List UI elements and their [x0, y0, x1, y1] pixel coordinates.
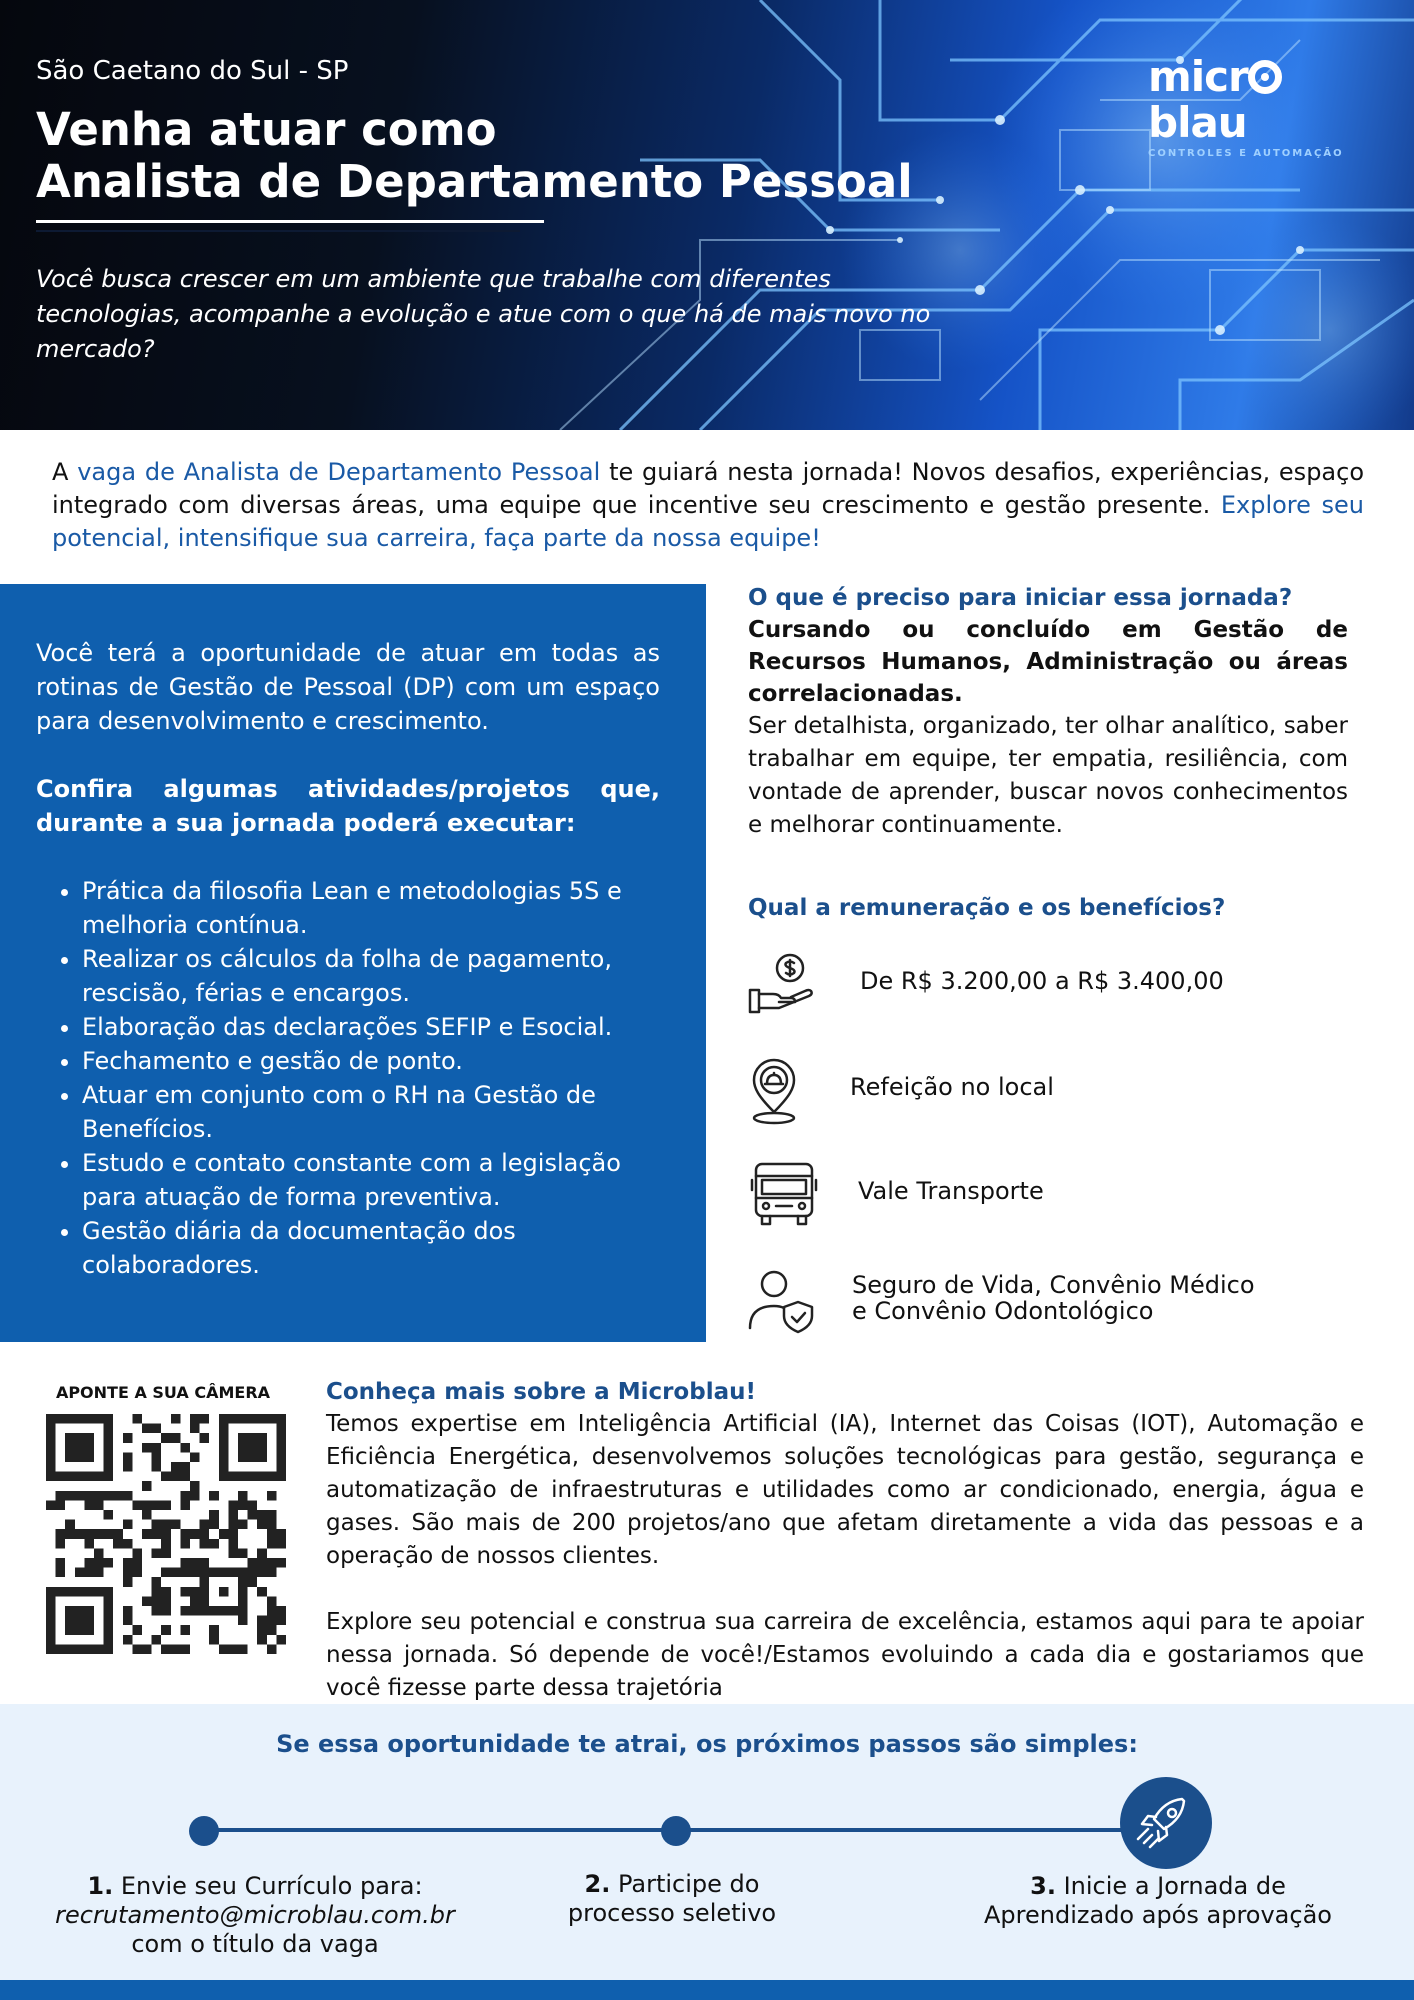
logo-wordmark: micrblau — [1148, 54, 1358, 146]
title-underline-shadow — [36, 230, 520, 232]
logo-subtitle: CONTROLES E AUTOMAÇÃO — [1148, 148, 1344, 159]
meal-location-icon — [748, 1056, 818, 1126]
intro-cta: Explore seu potencial, intensifique sua carreira, faça parte da nossa equipe! — [52, 491, 1364, 552]
activities-list — [36, 874, 660, 1282]
footer-bar — [0, 1980, 1414, 2000]
title-line-2: Analista de Departamento Pessoal — [36, 155, 913, 208]
step-3: 3. Inicie a Jornada de Aprendizado após aprovação — [984, 1872, 1332, 1929]
next-steps-heading: Se essa oportunidade te atrai, os próximos passos são simples: — [276, 1730, 1138, 1758]
requirements-profile: Ser detalhista, organizado, ter olhar analítico, saber trabalhar em equipe, ter empatia, resiliência, com vontade de aprender, buscar novos conhecimentos e melhorar continuamente. — [748, 713, 1348, 838]
benefit-meal — [748, 1056, 1348, 1126]
benefit-salary-text: De R$ 3.200,00 a R$ 3.400,00 — [860, 967, 1224, 995]
timeline-dot-step-2 — [661, 1816, 691, 1846]
timeline-final-marker — [1120, 1777, 1212, 1869]
benefit-transport — [748, 1160, 1348, 1230]
qr-caption: APONTE A SUA CÂMERA — [55, 1383, 271, 1402]
bus-icon — [748, 1160, 818, 1230]
hand-coin-icon — [748, 950, 818, 1020]
benefit-transport-text: Vale Transporte — [858, 1177, 1044, 1205]
panel-activities-heading: Confira algumas atividades/projetos que, durante a sua jornada poderá executar: — [36, 775, 660, 837]
logo-o-ring — [1248, 60, 1282, 94]
about-closing-paragraph: Explore seu potencial e construa sua carreira de excelência, estamos aqui para te apoiar nessa jornada. Só depende de você!/Estamos evoluindo a cada dia e gostariamos que você fizesse parte dessa trajetória — [326, 1609, 1364, 1701]
microblau-logo — [1148, 54, 1358, 159]
requirements-education: Cursando ou concluído em Gestão de Recursos Humanos, Administração ou áreas correlacionadas. — [748, 617, 1348, 707]
intro-paragraph: A vaga de Analista de Departamento Pessoal te guiará nesta jornada! Novos desafios, experiências, espaço integrado com diversas áreas, uma equipe que incentive seu crescimento e gestão presente. Explore seu potencial, intensifique sua carreira, faça parte da nossa equipe! — [52, 458, 1365, 552]
benefit-insurance-text: Seguro de Vida, Convênio Médico e Convênio Odontológico — [852, 1271, 1255, 1325]
benefit-insurance — [748, 1266, 1348, 1336]
list-item: • Elaboração das declarações SEFIP e Esocial. — [82, 1010, 660, 1044]
qr-code[interactable] — [46, 1412, 286, 1656]
about-heading: Conheça mais sobre a Microblau! — [326, 1379, 756, 1405]
benefit-meal-text: Refeição no local — [850, 1073, 1054, 1101]
requirements-section — [748, 582, 1348, 924]
requirements-heading: O que é preciso para iniciar essa jornada? — [748, 585, 1293, 611]
about-paragraph: Temos expertise em Inteligência Artificial (IA), Internet das Coisas (IOT), Automação e Eficiência Energética, desenvolvemos soluções tecnológicas para gestão, segurança e automatização de infraestruturas e utilidades como ar condicionado, energia, água e gases. São mais de 200 projetos/ano que afetam diretamente a vida das pessoas e a operação de nossos clientes. — [326, 1411, 1364, 1569]
page-title — [36, 104, 913, 208]
hero-question: Você busca crescer em um ambiente que trabalhe com diferentes tecnologias, acompanhe a evolução e atue com o que há de mais novo no mercado? — [36, 265, 931, 363]
list-item: • Gestão diária da documentação dos colaboradores. — [82, 1214, 660, 1282]
list-item: • Realizar os cálculos da folha de pagamento, rescisão, férias e encargos. — [82, 942, 660, 1010]
activities-panel — [0, 584, 706, 1342]
title-line-1: Venha atuar como — [36, 103, 497, 156]
benefit-salary — [748, 950, 1348, 1020]
user-shield-icon — [748, 1266, 818, 1336]
panel-intro: Você terá a oportunidade de atuar em todas as rotinas de Gestão de Pessoal (DP) com um espaço para desenvolvimento e crescimento. — [36, 639, 660, 735]
intro-highlight: vaga de Analista de Departamento Pessoal — [77, 458, 601, 486]
job-location: São Caetano do Sul - SP — [36, 56, 349, 86]
rocket-icon — [1120, 1777, 1212, 1869]
list-item: • Estudo e contato constante com a legislação para atuação de forma preventiva. — [82, 1146, 660, 1214]
step-2: 2. Participe do processo seletivo — [567, 1870, 777, 1927]
next-steps-section — [0, 1704, 1414, 1980]
step-1: 1. Envie seu Currículo para: recrutamento@microblau.com.br com o título da vaga — [55, 1872, 455, 1958]
about-section — [326, 1376, 1364, 1705]
list-item: • Atuar em conjunto com o RH na Gestão de Benefícios. — [82, 1078, 660, 1146]
list-item: • Fechamento e gestão de ponto. — [82, 1044, 660, 1078]
title-underline — [36, 220, 544, 223]
recruitment-email[interactable]: recrutamento@microblau.com.br — [55, 1901, 455, 1929]
list-item: • Prática da filosofia Lean e metodologias 5S e melhoria contínua. — [82, 874, 660, 942]
timeline-dot-step-1 — [189, 1816, 219, 1846]
hero-banner — [0, 0, 1414, 430]
benefits-heading: Qual a remuneração e os benefícios? — [748, 895, 1226, 921]
